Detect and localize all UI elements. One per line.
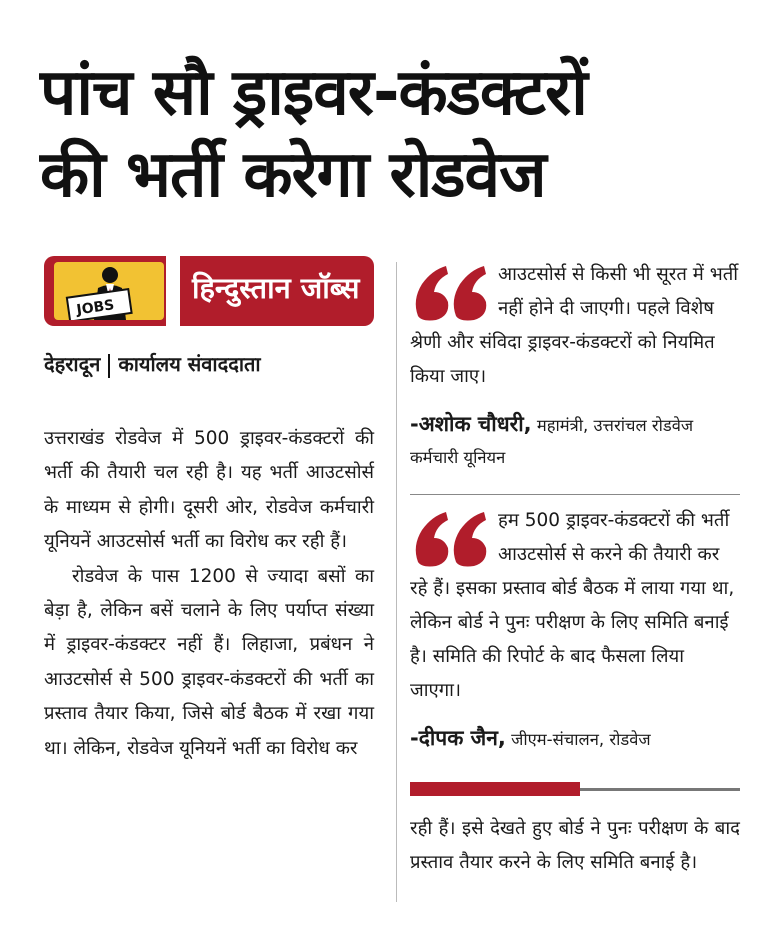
article-paragraph-1: उत्तराखंड रोडवेज में 500 ड्राइवर-कंडक्टरों की भर्ती की तैयारी चल रही है। यह भर्ती आउटसोर्स के माध्यम से होगी। दूसरी ओर, रोडवेज कर्मचारी यूनियनें आउटसोर्स भर्ती का विरोध कर रही हैं। — [44, 428, 374, 553]
dateline-reporter: कार्यालय संवाददाता — [118, 352, 261, 376]
dateline — [44, 350, 261, 378]
column-divider — [396, 262, 397, 902]
quote-1-text: आउटसोर्स से किसी भी सूरत में भर्ती नहीं होने दी जाएगी। पहले विशेष श्रेणी और संविदा ड्राइवर-कंडक्टरों को नियमित किया जाए। — [410, 264, 739, 387]
jobs-badge-text: JOBS — [75, 297, 116, 319]
man-reading-newspaper-icon — [54, 262, 164, 320]
quote-2-role: जीएम-संचालन, रोडवेज — [511, 730, 651, 749]
quote-box-1 — [410, 258, 740, 474]
brand-name: हिन्दुस्तान जॉब्स — [192, 271, 360, 305]
article-continuation — [410, 812, 740, 880]
dateline-separator — [108, 354, 110, 378]
headline-line-2: की भर्ती करेगा रोडवेज — [40, 138, 546, 212]
section-divider — [410, 788, 740, 791]
dateline-place: देहरादून — [44, 352, 101, 376]
article-paragraph-2: रोडवेज के पास 1200 से ज्यादा बसों का बेड़ा है, लेकिन बसें चलाने के लिए पर्याप्त संख्या में ड्राइवर-कंडक्टर नहीं हैं। लिहाजा, प्रबंधन ने आउटसोर्स से 500 ड्राइवर-कंडक्टरों की भर्ती का प्रस्ताव तैयार किया, जिसे बोर्ड बैठक में रखा गया था। लेकिन, रोडवेज यूनियनें भर्ती का विरोध कर — [44, 565, 374, 759]
red-accent-bar — [410, 782, 580, 796]
quote-2-name: -दीपक जैन, — [410, 726, 506, 750]
article-continued-text: रही हैं। इसे देखते हुए बोर्ड ने पुनः परीक्षण के बाद प्रस्ताव तैयार करने के लिए समिति बनाई है। — [410, 818, 740, 873]
jobs-emblem — [54, 262, 164, 320]
quote-divider — [410, 494, 740, 495]
article-body — [44, 422, 374, 766]
hindustan-jobs-logo — [44, 256, 374, 326]
quote-1-role: महामंत्री, उत्तरांचल रोडवेज कर्मचारी यूनियन — [410, 416, 694, 467]
quote-1-name: -अशोक चौधरी, — [410, 412, 532, 436]
logo-stripe — [166, 256, 180, 326]
quote-2-attribution — [410, 722, 740, 756]
quote-box-2 — [410, 504, 740, 756]
quote-2-text: हम 500 ड्राइवर-कंडक्टरों की भर्ती आउटसोर्स से करने की तैयारी कर रहे हैं। इसका प्रस्ताव बोर्ड बैठक में लाया गया था, लेकिन बोर्ड ने पुनः परीक्षण के लिए समिति बनाई है। समिति की रिपोर्ट के बाद फैसला लिया जाएगा। — [410, 510, 735, 701]
quote-1-attribution — [410, 408, 740, 474]
headline-line-1: पांच सौ ड्राइवर-कंडक्टरों — [40, 56, 587, 130]
headline — [40, 52, 760, 216]
quote-mark-icon — [410, 506, 492, 572]
quote-mark-icon — [410, 260, 492, 326]
